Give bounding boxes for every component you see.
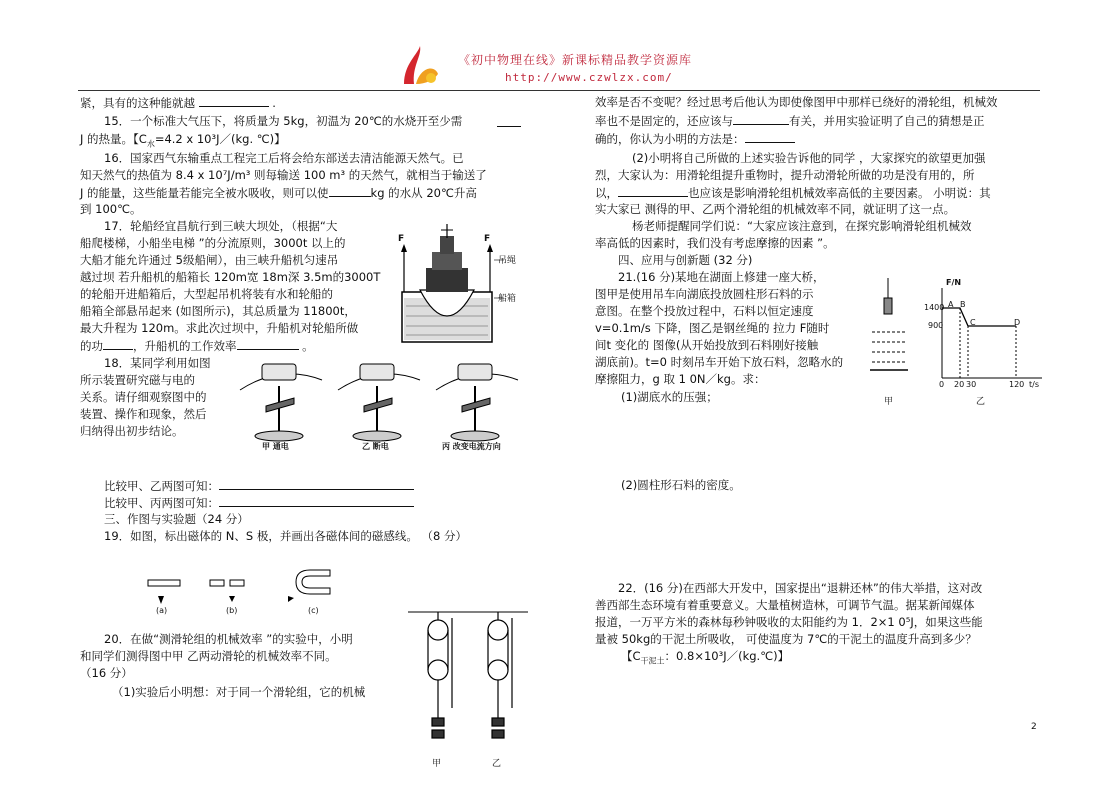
section-4-heading: 四、应用与创新题 (32 分) bbox=[618, 253, 753, 267]
q22-line1: 22．(16 分)在西部大开发中，国家提出“退耕还林”的伟大举措，这对改 bbox=[618, 581, 983, 595]
r-line3: 确的，你认为小明的方法是： bbox=[595, 132, 745, 146]
answer-blank[interactable] bbox=[237, 337, 299, 350]
ship-lift-figure bbox=[398, 222, 518, 348]
fig17-label-rope: 吊绳 bbox=[498, 256, 517, 266]
q21-line6: 湖底前)。t=0 时刻吊车开始下放石料，忽略水的 bbox=[595, 355, 844, 369]
q22-line3: 报道，一万平方米的森林每秒钟吸收的太阳能约为 1．2×1 0⁵J，如果这些能 bbox=[595, 615, 983, 629]
fig18-caption-a: 甲 通电 bbox=[262, 442, 289, 451]
electromagnet-figure bbox=[232, 356, 528, 456]
q16-line2: 知天然气的热值为 8.4 x 10⁷J/m³ 则每输送 100 m³ 的天然气，就相当于输送了 bbox=[80, 168, 487, 182]
q16-line3b: kg 的水从 20℃升高 bbox=[370, 186, 477, 200]
q21-line1: 21.(16 分)某地在湖面上修建一座大桥， bbox=[618, 270, 825, 284]
q17-line8a: 的功 bbox=[80, 339, 103, 353]
fig21-point-c: C bbox=[970, 318, 976, 327]
answer-blank[interactable] bbox=[733, 112, 789, 125]
q18-line5: 归纳得出初步结论。 bbox=[80, 424, 184, 438]
section-3-heading: 三、作图与实验题（24 分） bbox=[104, 512, 249, 526]
q22-line5b: ：0.8×10³J／(kg.℃)】 bbox=[664, 649, 790, 663]
fig18-caption-c: 丙 改变电流方向 bbox=[442, 442, 501, 451]
q18-line2: 所示装置研究磁与电的 bbox=[80, 373, 195, 387]
answer-blank[interactable] bbox=[103, 337, 133, 350]
r-line2a: 率也不是固定的，还应该与 bbox=[595, 114, 733, 128]
q18-line1: 18．某同学利用如图 bbox=[104, 356, 211, 370]
r-line7: 实大家已 测得的甲、乙两个滑轮组的机械效率不同，就证明了这一点。 bbox=[595, 202, 956, 216]
stone-lowering-figure bbox=[866, 278, 1046, 408]
fig21-x-tick-0: 0 bbox=[939, 380, 945, 389]
r-line4: (2)小明将自己所做的上述实验告诉他的同学 ，大家探究的欲望更加强 bbox=[632, 151, 986, 165]
q21-line5: 间t 变化的 图像(从开始投放到石料刚好接触 bbox=[595, 338, 819, 352]
q17-line2: 船爬楼梯，小船坐电梯 ”的分流原则，3000t 以上的 bbox=[80, 236, 346, 250]
q17-line5: 的轮船开进船箱后，大型起吊机将装有水和轮船的 bbox=[80, 287, 333, 301]
answer-blank[interactable] bbox=[618, 184, 688, 197]
header-rule bbox=[78, 90, 1040, 91]
q16-line3: J 的能量，这些能量若能完全被水吸收，则可以使 bbox=[80, 186, 329, 200]
q15-line2b: =4.2 x 10³J／(kg. ℃)】 bbox=[154, 132, 286, 146]
q21-line7: 摩擦阻力，g 取 1 0N／kg。求： bbox=[595, 372, 766, 386]
q20-line1: 20．在做“测滑轮组的机械效率 ”的实验中，小明 bbox=[104, 632, 353, 646]
q20-line4: （1)实验后小明想：对于同一个滑轮组，它的机械 bbox=[112, 685, 366, 699]
fig21-x-label: t/s bbox=[1029, 380, 1039, 389]
header-url[interactable]: http://www.czwlzx.com/ bbox=[505, 71, 673, 84]
fig17-label-f-right: F bbox=[484, 234, 491, 244]
q15-subscript: 水 bbox=[146, 139, 155, 149]
site-logo bbox=[400, 44, 444, 88]
answer-blank[interactable] bbox=[497, 114, 521, 127]
fig19-caption-c: (c) bbox=[308, 606, 319, 615]
header-title: 《初中物理在线》新课标精品教学资源库 bbox=[458, 53, 693, 67]
q21-line3: 意图。在整个投放过程中，石料以恒定速度 bbox=[595, 304, 814, 318]
fig21-y-label: F/N bbox=[946, 278, 962, 287]
fig19-caption-a: (a) bbox=[156, 606, 168, 615]
q16-line4: 到 100℃。 bbox=[80, 202, 142, 216]
q15-line2: J 的热量。【C bbox=[80, 132, 147, 146]
r-line8: 杨老师提醒同学们说：“大家应该注意到，在探究影响滑轮组机械效 bbox=[632, 219, 972, 233]
r-line9: 率高低的因素时，我们没有考虑摩擦的因素 ”。 bbox=[595, 236, 835, 250]
q22-line5a: 【C bbox=[621, 649, 641, 663]
answer-line[interactable] bbox=[219, 494, 414, 507]
pulley-figure bbox=[408, 608, 528, 778]
fig21-caption-b: 乙 bbox=[976, 397, 986, 407]
q21-part1: (1)湖底水的压强； bbox=[621, 390, 718, 404]
q17-line6: 船箱全部悬吊起来 (如图所示)，其总质量为 11800t， bbox=[80, 304, 356, 318]
q17-line8b: ，升船机的工作效率 bbox=[133, 339, 237, 353]
q17-line1: 17．轮船经宜昌航行到三峡大坝处，（根据“大 bbox=[104, 219, 338, 233]
q20-line2: 和同学们测得图中甲 乙两动滑轮的机械效率不同。 bbox=[80, 649, 337, 663]
answer-blank[interactable] bbox=[745, 130, 795, 143]
r-line1: 效率是否不变呢？经过思考后他认为即使像图甲中那样已绕好的滑轮组，机械效 bbox=[595, 95, 998, 109]
answer-line[interactable] bbox=[219, 477, 414, 490]
q17-line7: 最大升程为 120m。求此次过坝中，升船机对轮船所做 bbox=[80, 321, 359, 335]
answer-blank[interactable] bbox=[329, 184, 371, 197]
q21-part2: (2)圆柱形石料的密度。 bbox=[621, 478, 741, 492]
answer-blank[interactable] bbox=[199, 94, 269, 107]
q16-line1: 16．国家西气东输重点工程完工后将会给东部送去清洁能源天然气。已 bbox=[104, 151, 464, 165]
q22-line2: 善西部生态环境有着重要意义。大量植树造林，可调节气温。据某新闻媒体 bbox=[595, 598, 975, 612]
q17-line3: 大船才能允许通过 5级船闸），由三峡升船机匀速吊 bbox=[80, 253, 339, 267]
q19-text: 19．如图，标出磁体的 N、S 极，并画出各磁体间的磁感线。 （8 分） bbox=[104, 529, 467, 543]
q20-line3: （16 分） bbox=[80, 666, 133, 680]
q22-subscript: 干泥土 bbox=[640, 656, 665, 666]
fig18-caption-b: 乙 断电 bbox=[362, 442, 389, 451]
fig21-point-d: D bbox=[1014, 318, 1021, 327]
q22-line4: 量被 50kg的干泥土所吸收， 可使温度为 7℃的干泥土的温度升高到多少？ bbox=[595, 632, 977, 646]
fig20-caption-b: 乙 bbox=[492, 759, 502, 769]
q17-line8c: 。 bbox=[302, 339, 314, 353]
compare-1: 比较甲、乙两图可知： bbox=[104, 479, 219, 493]
fig20-caption-a: 甲 bbox=[432, 759, 442, 769]
fig17-label-f-left: F bbox=[398, 234, 405, 244]
r-line2b: 有关，并用实验证明了自己的猜想是正 bbox=[789, 114, 985, 128]
q17-line4: 越过坝 若升船机的船箱长 120m宽 18m深 3.5m的3000T bbox=[80, 270, 381, 284]
fig21-x-tick-20: 20 bbox=[954, 380, 965, 389]
fig21-y-tick-900: 900 bbox=[928, 321, 944, 330]
q21-line4: v=0.1m/s 下降，图乙是钢丝绳的 拉力 F随时 bbox=[595, 321, 830, 335]
q15-line1: 15．一个标准大气压下，将质量为 5kg，初温为 20℃的水烧开至少需 bbox=[104, 114, 463, 128]
r-line6a: 以， bbox=[595, 186, 618, 200]
page-number: 2 bbox=[1031, 722, 1037, 732]
q18-line4: 装置、操作和现象，然后 bbox=[80, 407, 207, 421]
fig21-caption-a: 甲 bbox=[884, 397, 894, 407]
fig21-x-tick-30: 30 bbox=[966, 380, 977, 389]
fig21-point-b: B bbox=[960, 300, 966, 309]
fig21-x-tick-120: 120 bbox=[1009, 380, 1025, 389]
compare-2: 比较甲、丙两图可知： bbox=[104, 496, 219, 510]
magnets-figure bbox=[140, 566, 350, 618]
q21-line2: 图甲是使用吊车向湖底投放圆柱形石料的示 bbox=[595, 287, 814, 301]
q18-line3: 关系。请仔细观察图中的 bbox=[80, 390, 207, 404]
fig17-label-box: 船箱 bbox=[498, 294, 517, 304]
r-line6b: 也应该是影响滑轮组机械效率高低的主要因素。 小明说：其 bbox=[688, 186, 991, 200]
text-line: 紧，具有的这种能就越 bbox=[80, 96, 195, 110]
fig21-point-a: A bbox=[948, 300, 954, 309]
r-line5: 烈，大家认为：用滑轮组提升重物时，提升动滑轮所做的功是没有用的，所 bbox=[595, 168, 975, 182]
fig19-caption-b: (b) bbox=[226, 606, 238, 615]
fig21-y-tick-1400: 1400 bbox=[924, 303, 945, 312]
